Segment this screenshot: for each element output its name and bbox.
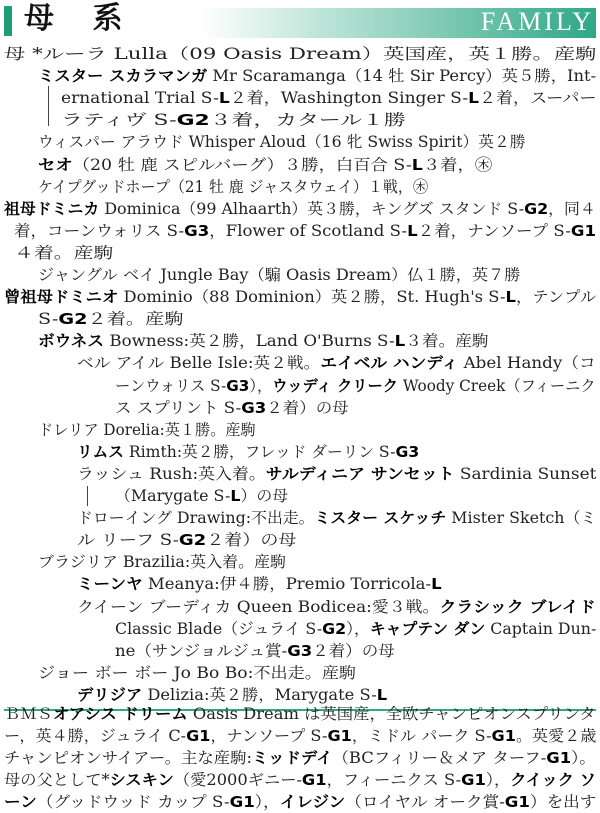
line-text: ウィスパー アラウド Whisper Aloud（16 牝 Swiss Spirit）英２勝 xyxy=(38,133,526,152)
line-text: ）， xyxy=(485,771,511,789)
line-text: S- xyxy=(38,310,59,329)
bold-text: L xyxy=(431,575,442,594)
line-text: ne（サンジョルジュ賞- xyxy=(115,641,288,660)
line-text: クイーン ブーディカ Queen Bodicea:愛３戦。 xyxy=(77,597,440,616)
bold-text: ドミニオ xyxy=(52,288,119,307)
bold-text: L xyxy=(407,221,418,240)
line-text: ２着。産駒 xyxy=(87,310,184,329)
line-text: 。英愛２歳 xyxy=(515,727,597,745)
pedigree-line xyxy=(61,88,596,108)
bold-text: G2 xyxy=(322,619,347,638)
bold-text: G1 xyxy=(461,771,486,789)
bold-text: G1 xyxy=(504,793,530,811)
line-text: Delizia:英２勝，Marygate S- xyxy=(142,685,377,704)
pedigree-line xyxy=(38,552,286,572)
bold-text: G2 xyxy=(178,531,207,550)
line-text: ，フィーニクス S- xyxy=(326,771,462,789)
line-text: ，ナンソープ S- xyxy=(210,727,328,745)
bold-text: G3 xyxy=(226,376,250,395)
bold-text: L xyxy=(376,685,388,704)
bold-text: オアシス ドリーム xyxy=(52,705,188,723)
line-text: チャンピオンサイアー。主な産駒: xyxy=(4,749,253,767)
line-text: ２着，Washington Singer S- xyxy=(229,89,469,108)
bold-text: エイベル ハンディ xyxy=(320,354,459,373)
bold-text: ミッドデイ xyxy=(252,749,333,767)
line-text: Rimth:英２勝，フレッド ダーリン S- xyxy=(123,442,396,461)
bold-text: G3 xyxy=(184,221,210,240)
line-text: ３着，カタール１勝 xyxy=(209,111,406,130)
line-text: ernational Trial S- xyxy=(61,89,219,108)
bold-text: セオ xyxy=(38,155,73,174)
bold-text: G2 xyxy=(524,199,549,218)
footnote-line xyxy=(4,792,596,812)
bold-text: クラシック ブレイド xyxy=(439,597,596,616)
tree-connector xyxy=(87,486,88,506)
footnote-line xyxy=(4,748,596,768)
line-text: ラティヴ S- xyxy=(61,111,177,130)
line-text: Woody Creek（フィーニク xyxy=(398,376,596,395)
bold-text: G1 xyxy=(327,727,352,745)
line-text: ベル アイル Belle Isle:英２戦。 xyxy=(77,354,321,373)
pedigree-line xyxy=(77,442,419,462)
tree-connector xyxy=(48,86,49,126)
bold-text: ーン xyxy=(4,793,37,811)
line-text: ４着。産駒 xyxy=(14,243,114,262)
bold-text: L xyxy=(411,155,423,174)
line-text: ラッシュ Rush:英入着。 xyxy=(77,464,266,483)
line-text: 母の父として* xyxy=(4,771,110,789)
pedigree-line xyxy=(115,619,596,639)
bold-text: G3 xyxy=(395,442,420,461)
line-text: ２着，ナンソープ S- xyxy=(417,221,571,240)
pedigree-line xyxy=(4,287,596,307)
line-text: Bowness:英２勝，Land O'Burns S- xyxy=(104,332,395,351)
line-text: ケイプグッドホープ（21 牡 鹿 ジャスタウェイ）１戦，㊍ xyxy=(38,177,429,196)
line-text: Abel Handy（コ xyxy=(458,354,596,373)
line-text: Classic Blade（ジュライ S- xyxy=(115,619,323,638)
pedigree-line xyxy=(115,376,596,396)
line-text: ）， xyxy=(249,376,273,395)
line-text: Oasis Dream は英国産，全欧チャンピオンスプリンタ xyxy=(187,705,596,723)
line-text: （ロイヤル オーク賞- xyxy=(345,793,505,811)
bold-text: イレジン xyxy=(279,793,346,811)
pedigree-line xyxy=(77,685,387,705)
bold-text: G2 xyxy=(176,111,210,130)
line-text: ，ミドル パーク S- xyxy=(351,727,492,745)
section-title-english: FAMILY xyxy=(480,7,594,36)
bold-text: クイック ソ xyxy=(510,771,596,789)
pedigree-line xyxy=(61,110,406,130)
bold-text: ウッディ クリーク xyxy=(272,376,399,395)
line-text: 着，コーンウォリス S- xyxy=(14,221,185,240)
bold-text: ミスター スカラマンガ xyxy=(38,67,208,86)
bold-text: 祖母 xyxy=(4,199,36,218)
line-text: ３着，㊍ xyxy=(422,155,493,174)
bold-text: 曾祖母 xyxy=(4,288,53,307)
pedigree-line xyxy=(14,221,596,241)
line-text: ）， xyxy=(346,619,370,638)
line-text: ）を出す xyxy=(529,793,597,811)
pedigree-line xyxy=(14,243,113,263)
line-text: Dominica（99 Alhaarth）英３勝，キングズ スタンド S- xyxy=(99,199,525,218)
line-text: ーンウォリス S- xyxy=(115,376,227,395)
pedigree-line xyxy=(38,177,428,197)
bold-text: G3 xyxy=(241,398,267,417)
pedigree-line xyxy=(38,132,525,152)
bold-text: シスキン xyxy=(109,771,174,789)
bold-text: G3 xyxy=(287,641,313,660)
line-text: ドローイング Drawing:不出走。 xyxy=(77,509,315,528)
bold-text: G1 xyxy=(229,793,255,811)
bold-text: G1 xyxy=(570,221,596,240)
line-text: ２着）の母 xyxy=(206,531,297,550)
pedigree-line xyxy=(38,155,492,175)
line-text: Meanya:伊４勝，Premio Torricola- xyxy=(142,575,432,594)
line-text: 母 *ルーラ Lulla（09 Oasis Dream）英国産，英１勝。産駒 xyxy=(4,45,597,63)
line-text: ドレリア Dorelia:英１勝。産駒 xyxy=(38,420,256,439)
bold-text: G1 xyxy=(491,727,516,745)
line-text: Mister Sketch（ミ xyxy=(446,509,597,528)
bold-text: ドミニカ xyxy=(35,199,100,218)
line-text: （グッドウッド カップ S- xyxy=(36,793,230,811)
pedigree-line xyxy=(38,66,596,86)
bold-text: G1 xyxy=(546,749,572,767)
pedigree-line xyxy=(4,199,596,219)
bold-text: リムス xyxy=(77,442,124,461)
line-text: ス スプリント S- xyxy=(115,398,242,417)
footnote-line xyxy=(4,770,596,790)
line-text: ）。 xyxy=(571,749,596,767)
bold-text: L xyxy=(468,89,479,108)
line-text: Captain Dun- xyxy=(485,619,597,638)
line-text: ２着，スーパー xyxy=(478,89,597,108)
bold-text: G1 xyxy=(186,727,211,745)
pedigree-line xyxy=(38,265,520,285)
bold-text: L xyxy=(505,288,516,307)
pedigree-line xyxy=(77,597,596,617)
pedigree-line xyxy=(115,398,349,418)
line-text: （愛2000ギニー- xyxy=(173,771,302,789)
bold-text: L xyxy=(230,487,241,505)
pedigree-line xyxy=(77,353,596,373)
pedigree-line xyxy=(38,420,256,440)
pedigree-line xyxy=(4,44,597,64)
line-text: （BCフィリー＆メア ターフ- xyxy=(332,749,547,767)
footnote-line xyxy=(4,704,596,724)
line-text: Dominio（88 Dominion）英２勝，St. Hugh's S- xyxy=(118,288,506,307)
line-text: Sardinia Sunset xyxy=(454,464,597,483)
section-title: 母 系 xyxy=(24,1,137,36)
bold-text: L xyxy=(394,332,406,351)
pedigree-line xyxy=(38,663,356,683)
line-text: ル リーフ S- xyxy=(77,531,179,550)
footnote-line xyxy=(4,726,596,746)
pedigree-line xyxy=(77,508,596,528)
line-text: （20 牡 鹿 スピルバーグ）３勝，白百合 S- xyxy=(72,155,412,174)
bold-text: デリジア xyxy=(77,685,143,704)
bold-text: サルディニア サンセット xyxy=(265,464,455,483)
bold-text: ボウネス xyxy=(38,332,105,351)
pedigree-line xyxy=(115,641,395,661)
bold-text: キャプテン ダン xyxy=(369,619,486,638)
line-text: ３着。産駒 xyxy=(405,332,489,351)
line-text: ２着）の母 xyxy=(266,398,349,417)
bold-text: ミーンヤ xyxy=(77,575,143,594)
pedigree-line xyxy=(38,309,184,329)
bold-text: ミスター スケッチ xyxy=(314,509,447,528)
line-text: ）， xyxy=(254,793,280,811)
bold-text: G2 xyxy=(58,310,88,329)
bold-text: L xyxy=(218,89,230,108)
bold-text: G1 xyxy=(301,771,327,789)
pedigree-line xyxy=(77,574,442,594)
line-text: ＢＭＳ xyxy=(4,705,53,723)
line-text: Mr Scaramanga（14 牡 Sir Percy）英５勝，Int- xyxy=(207,67,597,86)
line-text: ）の母 xyxy=(240,487,289,505)
line-text: ジョー ボー ボー Jo Bo Bo:不出走。産駒 xyxy=(38,663,357,682)
pedigree-line xyxy=(77,530,296,550)
line-text: ジャングル ベイ Jungle Bay（騸 Oasis Dream）仏１勝，英７勝 xyxy=(38,266,521,284)
pedigree-line xyxy=(115,486,288,506)
line-text: ，Flower of Scotland S- xyxy=(209,221,408,240)
line-text: （Marygate S- xyxy=(115,487,231,505)
line-text: ブラジリア Brazilia:英入着。産駒 xyxy=(38,553,286,572)
line-text: ，同４ xyxy=(548,199,596,218)
line-text: ２着）の母 xyxy=(312,641,395,660)
pedigree-line xyxy=(38,331,489,351)
line-text: ，テンプル xyxy=(515,288,597,307)
pedigree-line xyxy=(77,464,596,484)
line-text: ー，英４勝，ジュライ C- xyxy=(4,727,187,745)
